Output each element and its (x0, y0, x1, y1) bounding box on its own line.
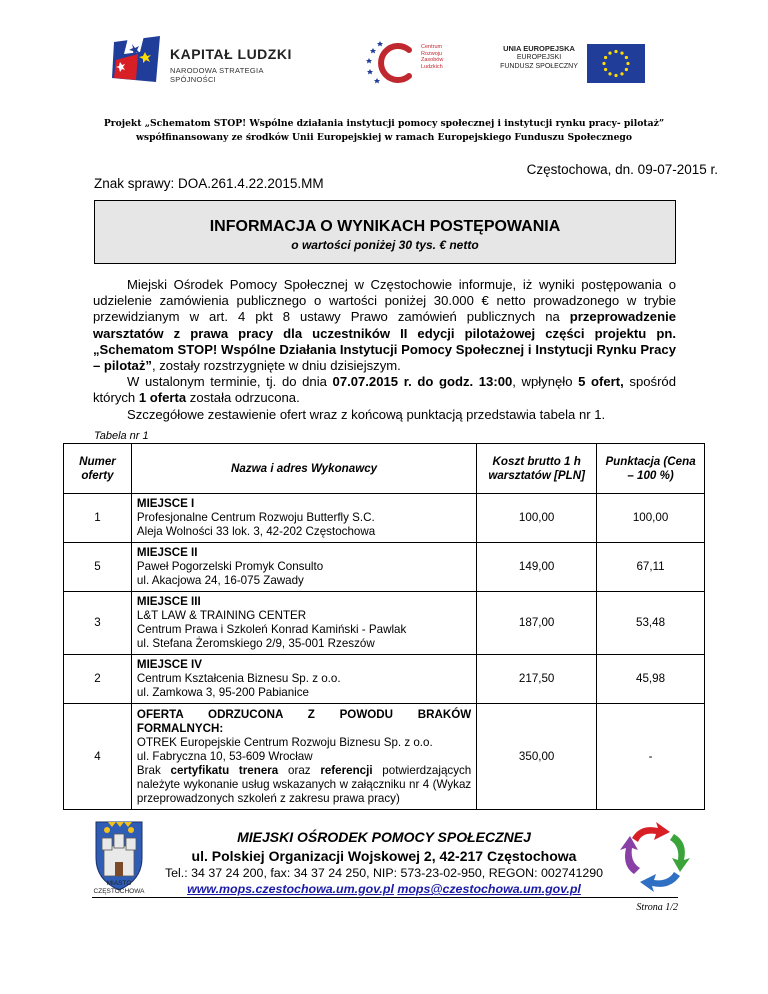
project-header: Projekt „Schematom STOP! Wspólne działania instytucji pomocy społecznej i instytucji rynku pracy- pilotaż” współfinansowany ze środków Unii Europejskiej w ramach Europejskiego Funduszu Społecznego (103, 118, 665, 143)
eu-star (608, 52, 611, 55)
eu-star (614, 50, 617, 53)
eu-star (620, 72, 623, 75)
paragraph-1: Miejski Ośrodek Pomocy Społecznej w Częstochowie informuje, iż wyniki postępowania o udzielenie zamówienia publicznego o wartości poniżej 30.000 € netto prowadzonego w trybie przewidzianym w art. 4 pkt 8 ustawy Prawo zamówień publicznych na przeprowadzenie warsztatów z prawa pracy dla uczestników II edycji pilotażowej części projektu pn. „Schematom STOP! Wspólne Działania Instytucji Pomocy Społecznej i Instytucji Rynku Pracy – pilotaż”, zostały rozstrzygnięte w dniu dzisiejszym. (93, 277, 676, 374)
table-row-rejected: 4 OFERTA ODRZUCONA Z POWODU BRAKÓW FORMALNYCH: OTREK Europejskie Centrum Rozwoju Biznesu Sp. z o.o. ul. Fabryczna 10, 53-609 Wrocław Brak certyfikatu trenera oraz referencji potwierdzających należyte wykonanie usług wskazanych w załączniku nr 4 (Wykaz przeprowadzonych szkoleń z zakresu prawa pracy) 350,00 - (64, 704, 705, 810)
page-title: INFORMACJA O WYNIKACH POSTĘPOWANIA (209, 218, 561, 235)
page-subtitle: o wartości poniżej 30 tys. € netto (291, 238, 479, 252)
eu-title: UNIA EUROPEJSKA (503, 44, 575, 53)
table-row: 5 MIEJSCE II Paweł Pogorzelski Promyk Consulto ul. Akacjowa 24, 16-075 Zawady 149,00 67,11 (64, 543, 705, 592)
header-number: Numer oferty (64, 444, 132, 494)
footer-org-name: MIEJSKI OŚRODEK POMOCY SPOŁECZNEJ (237, 829, 531, 845)
kapital-ludzki-title: KAPITAŁ LUDZKI (170, 46, 292, 62)
mops-arrows-logo-icon (618, 818, 693, 893)
footer-divider (92, 897, 678, 898)
body-text (93, 277, 676, 423)
kapital-ludzki-flag-icon (110, 32, 164, 86)
paragraph-3: Szczegółowe zestawienie ofert wraz z końcową punktacją przedstawia tabela nr 1. (127, 406, 606, 422)
eu-star (602, 62, 605, 65)
header-cost: Koszt brutto 1 h warsztatów [PLN] (477, 444, 597, 494)
table-header-row (64, 444, 705, 494)
table-row: 3 MIEJSCE III L&T LAW & TRAINING CENTER Centrum Prawa i Szkoleń Konrad Kamiński - Pawlak ul. Stefana Żeromskiego 2/9, 35-001 Rzeszów 187,00 53,48 (64, 592, 705, 655)
eu-star (625, 56, 628, 59)
centrum-text: Centrum Rozwoju Zasobów Ludzkich (421, 44, 444, 70)
eu-logo (493, 44, 663, 90)
header-name: Nazwa i adres Wykonawcy (131, 444, 476, 494)
heading-box (94, 200, 676, 264)
eu-fund-text: EUROPEJSKI FUNDUSZ SPOŁECZNY (500, 54, 578, 70)
page-number: Strona 1/2 (636, 902, 678, 913)
centrum-logo-icon (365, 38, 419, 88)
eu-star (614, 74, 617, 77)
paragraph-2: W ustalonym terminie, tj. do dnia 07.07.2015 r. do godz. 13:00, wpłynęło 5 ofert, spośród których 1 oferta została odrzucona. (93, 374, 676, 406)
eu-star (604, 56, 607, 59)
crest-label: MIASTO CZĘSTOCHOWA (93, 880, 145, 895)
eu-star (626, 62, 629, 65)
table-row: 2 MIEJSCE IV Centrum Kształcenia Biznesu Sp. z o.o. ul. Zamkowa 3, 95-200 Pabianice 217,50 45,98 (64, 655, 705, 704)
eu-star (604, 68, 607, 71)
eu-star (620, 52, 623, 55)
footer-contact: Tel.: 34 37 24 200, fax: 34 37 24 250, NIP: 573-23-02-950, REGON: 002741290 (164, 866, 604, 880)
table-caption: Tabela nr 1 (94, 430, 149, 442)
website-link[interactable]: www.mops.czestochowa.um.gov.pl (187, 882, 394, 896)
reference-number: Znak sprawy: DOA.261.4.22.2015.MM (94, 176, 324, 191)
footer-address: ul. Polskiej Organizacji Wojskowej 2, 42-217 Częstochowa (191, 848, 577, 864)
kapital-ludzki-subtitle: NARODOWA STRATEGIA SPÓJNOŚCI (170, 66, 264, 84)
email-link[interactable]: mops@czestochowa.um.gov.pl (397, 882, 581, 896)
place-date: Częstochowa, dn. 09-07-2015 r. (526, 162, 718, 177)
eu-flag-icon (587, 44, 645, 83)
eu-star (608, 72, 611, 75)
kapital-ludzki-logo (110, 32, 310, 92)
header-score: Punktacja (Cena – 100 %) (597, 444, 705, 494)
footer-links (150, 882, 618, 896)
table-row: 1 MIEJSCE I Profesjonalne Centrum Rozwoju Butterfly S.C. Aleja Wolności 33 lok. 3, 42-202 Częstochowa 100,00 100,00 (64, 494, 705, 543)
eu-star (625, 68, 628, 71)
offers-table (63, 443, 705, 810)
centrum-rozwoju-logo (365, 38, 475, 88)
